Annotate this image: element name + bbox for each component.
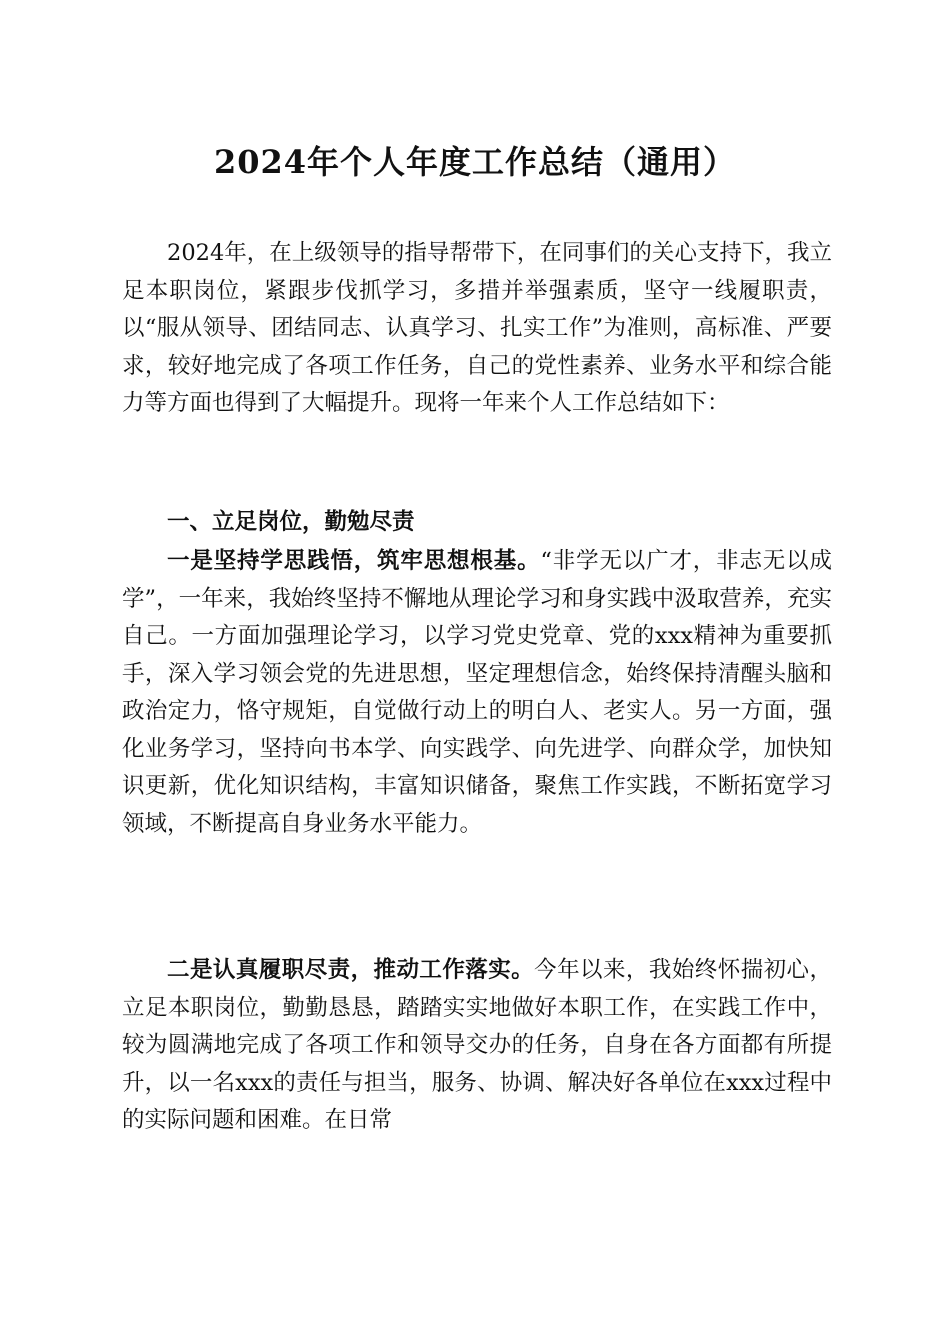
paragraph-2-body: 今年以来，我始终怀揣初心，立足本职岗位，勤勤恳恳，踏踏实实地做好本职工作，在实践工作中，较为圆满地完成了各项工作和领导交办的任务，自身在各方面都有所提升，以一名xxx的责任与担当，服务、协调、解决好各单位在xxx过程中的实际问题和困难。在日常 — [122, 957, 832, 1133]
paragraph-2-block — [122, 952, 832, 1140]
paragraph-2-lead: 二是认真履职尽责，推动工作落实。 — [167, 957, 535, 983]
paragraph-2 — [122, 952, 832, 1140]
paragraph-1-block — [122, 543, 832, 843]
intro-paragraph: 2024年，在上级领导的指导帮带下，在同事们的关心支持下，我立足本职岗位，紧跟步伐抓学习，多措并举强素质，坚守一线履职责，以“服从领导、团结同志、认真学习、扎实工作”为准则，高标准、严要求，较好地完成了各项工作任务，自己的党性素养、业务水平和综合能力等方面也得到了大幅提升。现将一年来个人工作总结如下： — [122, 240, 832, 416]
section-1-heading: 一、立足岗位，勤勉尽责 — [167, 509, 415, 535]
paragraph-1 — [122, 543, 832, 843]
intro-block — [122, 235, 832, 423]
paragraph-1-lead: 一是坚持学思践悟，筑牢思想根基。 — [167, 548, 541, 574]
section-heading-block — [122, 504, 832, 542]
paragraph-1-body: “非学无以广才，非志无以成学”，一年来，我始终坚持不懈地从理论学习和身实践中汲取营养，充实自己。一方面加强理论学习，以学习党史党章、党的xxx精神为重要抓手，深入学习领会党的先进思想，坚定理想信念，始终保持清醒头脑和政治定力，恪守规矩，自觉做行动上的明白人、老实人。另一方面，强化业务学习，坚持向书本学、向实践学、向先进学、向群众学，加快知识更新，优化知识结构，丰富知识储备，聚焦工作实践，不断拓宽学习领域，不断提高自身业务水平能力。 — [122, 548, 832, 837]
document-title: 2024年个人年度工作总结（通用） — [213, 143, 737, 181]
